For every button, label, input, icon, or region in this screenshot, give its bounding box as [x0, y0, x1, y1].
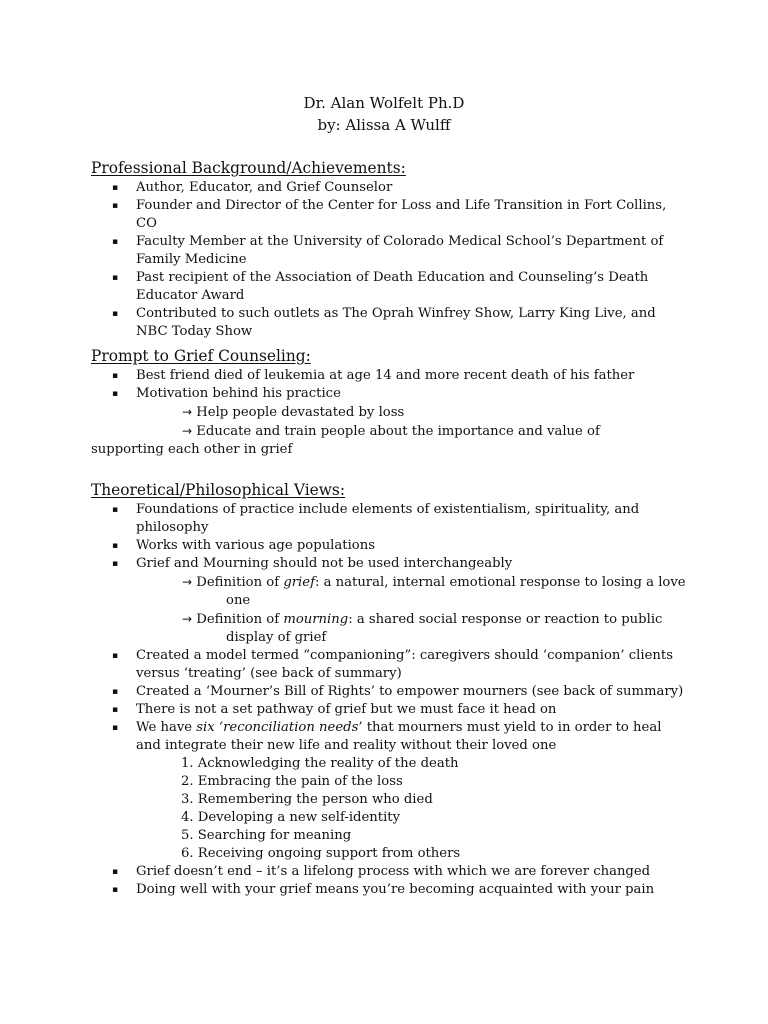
list-item: ▪ We have six ‘reconciliation needs’ that mourners must yield to in order to heal and integrate their new life and reality without their loved one 1. Acknowledging the reality of the death 2. Embracing the pain of the loss 3. Remembering the person who died 4. Developing a new self-identity 5. Searching for meaning 6. Receiving ongoing support from others [0, 719, 768, 863]
need-item: 1. Acknowledging the reality of the death [181, 756, 459, 771]
bullet-icon: ▪ [112, 273, 119, 283]
sub-item: → Definition of mourning: a shared social response or reaction to public [182, 612, 663, 627]
bullet-icon: ▪ [112, 723, 119, 733]
list-item: ▪ Author, Educator, and Grief Counselor [112, 180, 393, 195]
list-item: ▪ Grief doesn’t end – it’s a lifelong process with which we are forever changed [112, 864, 651, 879]
list-item: ▪ There is not a set pathway of grief but we must face it head on [112, 702, 557, 717]
need-item: 6. Receiving ongoing support from others [181, 846, 461, 861]
document-title: Dr. Alan Wolfelt Ph.D [303, 94, 465, 112]
sub-item-continuation: one [226, 593, 251, 608]
arrow-right-icon: → [182, 612, 193, 626]
arrow-right-icon: → [182, 405, 193, 419]
list-item: ▪ Works with various age populations [112, 538, 375, 553]
sub-item: → Educate and train people about the importance and value of [182, 424, 600, 439]
need-item: 4. Developing a new self-identity [181, 810, 401, 825]
list-item: ▪ Foundations of practice include elements of existentialism, spirituality, and philosophy [112, 502, 640, 535]
bullet-icon: ▪ [112, 651, 119, 661]
need-item: 2. Embracing the pain of the loss [181, 774, 403, 789]
need-item: 5. Searching for meaning [181, 828, 352, 843]
bullet-icon: ▪ [112, 885, 119, 895]
bullet-icon: ▪ [112, 201, 119, 211]
views-list [0, 501, 768, 899]
section-heading-background: Professional Background/Achievements: [91, 159, 406, 177]
bullet-icon: ▪ [112, 867, 119, 877]
bullet-icon: ▪ [112, 559, 119, 569]
list-item: ▪ Created a model termed “companioning”: caregivers should ‘companion’ clients versus ‘treating’ (see back of summary) [112, 648, 673, 681]
bullet-icon: ▪ [112, 237, 119, 247]
list-item: ▪ Doing well with your grief means you’re becoming acquainted with your pain [112, 882, 655, 897]
list-item: ▪ Founder and Director of the Center for Loss and Life Transition in Fort Collins, CO [112, 198, 667, 231]
list-item: ▪ Contributed to such outlets as The Oprah Winfrey Show, Larry King Live, and NBC Today Show [112, 306, 656, 339]
sub-item: → Definition of grief: a natural, internal emotional response to losing a love [182, 575, 686, 590]
prompt-list [0, 367, 768, 459]
bullet-icon: ▪ [112, 687, 119, 697]
bullet-icon: ▪ [112, 371, 119, 381]
list-item: ▪ Motivation behind his practice → Help people devastated by loss → Educate and train people about the importance and value of [0, 385, 768, 441]
bullet-icon: ▪ [112, 505, 119, 515]
sub-item: → Help people devastated by loss [182, 405, 405, 420]
bullet-icon: ▪ [112, 183, 119, 193]
document-byline: by: Alissa A Wulff [317, 116, 451, 134]
need-item: 3. Remembering the person who died [181, 792, 433, 807]
bullet-icon: ▪ [112, 705, 119, 715]
bullet-icon: ▪ [112, 389, 119, 399]
arrow-right-icon: → [182, 424, 193, 438]
list-item: ▪ Best friend died of leukemia at age 14 and more recent death of his father [112, 368, 635, 383]
sub-item-continuation: display of grief [226, 630, 327, 645]
list-item: ▪ Faculty Member at the University of Colorado Medical School’s Department of Family Medicine [112, 234, 664, 267]
bullet-icon: ▪ [112, 541, 119, 551]
bullet-icon: ▪ [112, 309, 119, 319]
section-heading-prompt: Prompt to Grief Counseling: [91, 347, 311, 365]
arrow-right-icon: → [182, 575, 193, 589]
list-item: ▪ Grief and Mourning should not be used interchangeably → Definition of grief: a natural, internal emotional response to losing a love one → Definition of mourning: a shared social response or reaction to public display of grief [0, 555, 768, 647]
section-heading-views: Theoretical/Philosophical Views: [91, 481, 345, 499]
background-list [0, 179, 768, 341]
list-item-continuation: supporting each other in grief [91, 442, 293, 457]
list-item: ▪ Created a ‘Mourner’s Bill of Rights’ to empower mourners (see back of summary) [112, 684, 684, 699]
list-item: ▪ Past recipient of the Association of Death Education and Counseling’s Death Educator Award [112, 270, 649, 303]
